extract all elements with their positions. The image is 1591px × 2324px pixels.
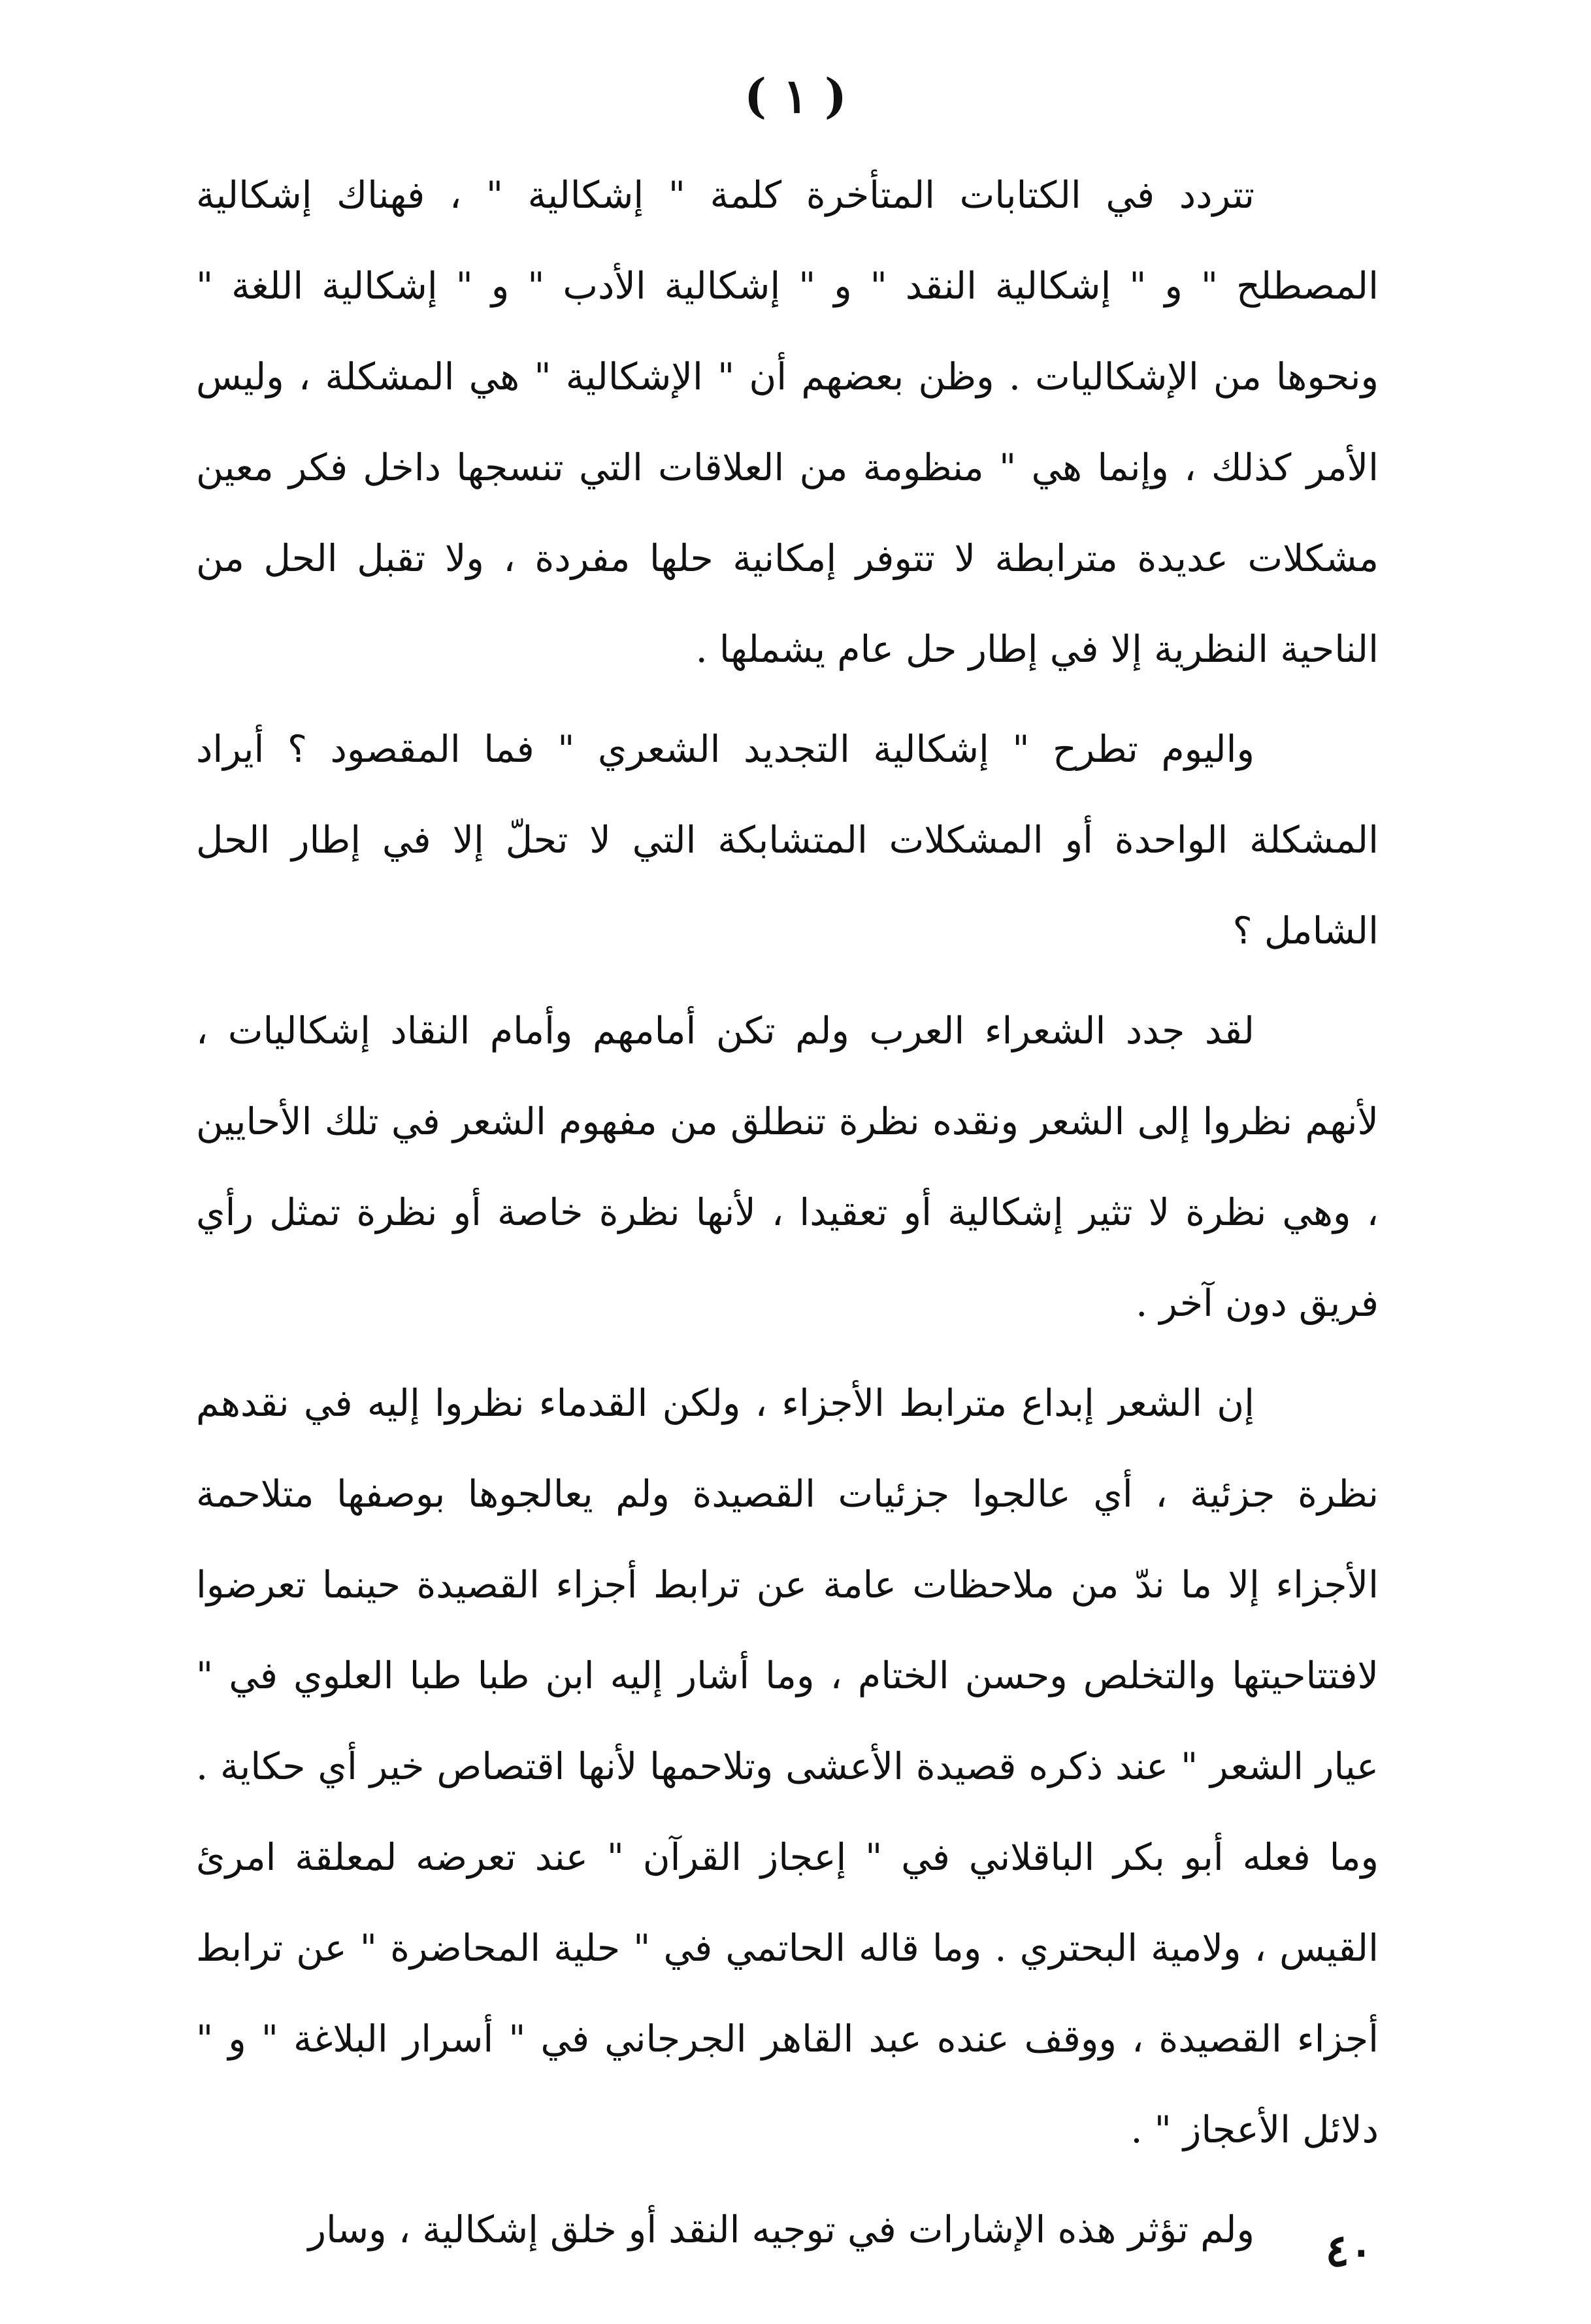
paragraph: لقد جدد الشعراء العرب ولم تكن أمامهم وأمام النقاد إشكاليات ، لأنهم نظروا إلى الشعر ونقده نظرة تنطلق من مفهوم الشعر في تلك الأحايين ، وهي نظرة لا تثير إشكالية أو تعقيدا ، لأنها نظرة خاصة أو نظرة تمثل رأي فريق دون آخر . xyxy=(196,1009,1379,1325)
body-text xyxy=(196,150,1379,2285)
page-number: ٤٠ xyxy=(1325,2225,1373,2277)
paragraph: ولم تؤثر هذه الإشارات في توجيه النقد أو خلق إشكالية ، وسار xyxy=(308,2208,1255,2251)
section-number: ( ١ ) xyxy=(744,68,847,123)
paragraph: واليوم تطرح " إشكالية التجديد الشعري " فما المقصود ؟ أيراد المشكلة الواحدة أو المشكلات المتشابكة التي لا تحلّ إلا في إطار الحل الشامل ؟ xyxy=(196,728,1379,953)
paragraph: إن الشعر إبداع مترابط الأجزاء ، ولكن القدماء نظروا إليه في نقدهم نظرة جزئية ، أي عالجوا جزئيات القصيدة ولم يعالجوها بوصفها متلاحمة الأجزاء إلا ما ندّ من ملاحظات عامة عن ترابط أجزاء القصيدة حينما تعرضوا لافتتاحيتها والتخلص وحسن الختام ، وما أشار إليه ابن طبا طبا العلوي في " عيار الشعر " عند ذكره قصيدة الأعشى وتلاحمها لأنها اقتصاص خير أي حكاية . وما فعله أبو بكر الباقلاني في " إعجاز القرآن " عند تعرضه لمعلقة امرئ القيس ، ولامية البحتري . وما قاله الحاتمي في " حلية المحاضرة " عن ترابط أجزاء القصيدة ، ووقف عنده عبد القاهر الجرجاني في " أسرار البلاغة " و " دلائل الأعجاز " . xyxy=(196,1382,1379,2152)
paragraph: تتردد في الكتابات المتأخرة كلمة " إشكالية " ، فهناك إشكالية المصطلح " و " إشكالية النقد " و " إشكالية الأدب " و " إشكالية اللغة " ونحوها من الإشكاليات . وظن بعضهم أن " الإشكالية " هي المشكلة ، وليس الأمر كذلك ، وإنما هي " منظومة من العلاقات التي تنسجها داخل فكر معين مشكلات عديدة مترابطة لا تتوفر إمكانية حلها مفردة ، ولا تقبل الحل من الناحية النظرية إلا في إطار حل عام يشملها . xyxy=(196,174,1379,671)
